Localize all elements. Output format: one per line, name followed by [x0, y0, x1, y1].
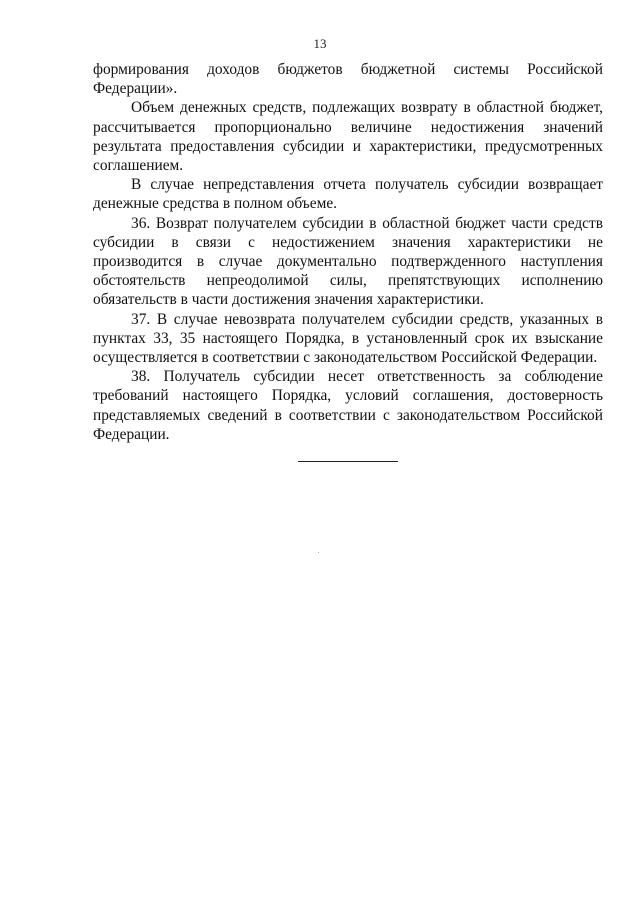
paragraph-clause-38: 38. Получатель субсидии несет ответственность за соблюдение требований настоящего Порядка, условий соглашения, достоверность представляемых сведений в соответствии с законодательством Российской Федерации. — [93, 368, 603, 443]
end-of-text-rule — [298, 461, 398, 462]
paragraph-clause-37: 37. В случае невозврата получателем субсидии средств, указанных в пунктах 33, 35 настоящего Порядка, в установленный срок их взыскание осуществляется в соответствии с законодательством Российской Федерации. — [93, 310, 603, 367]
paragraph-refund-volume: Объем денежных средств, подлежащих возврату в областной бюджет, рассчитывается пропорционально величине недостижения значений результата предоставления субсидии и характеристики, предусмотренных соглашением. — [93, 99, 603, 175]
paragraph-continuation: формирования доходов бюджетов бюджетной системы Российской Федерации». — [93, 61, 603, 98]
document-body — [93, 60, 603, 444]
paragraph-no-report: В случае непредставления отчета получатель субсидии возвращает денежные средства в полном объеме. — [93, 176, 603, 213]
page-number: 13 — [313, 36, 327, 51]
paragraph-clause-36: 36. Возврат получателем субсидии в областной бюджет части средств субсидии в связи с недостижением значения характеристики не производится в случае документально подтвержденного наступления обстоятельств непреодолимой силы, препятствующих исполнению обязательств в части достижения значения характеристики. — [93, 214, 603, 309]
scan-speck — [318, 552, 319, 553]
